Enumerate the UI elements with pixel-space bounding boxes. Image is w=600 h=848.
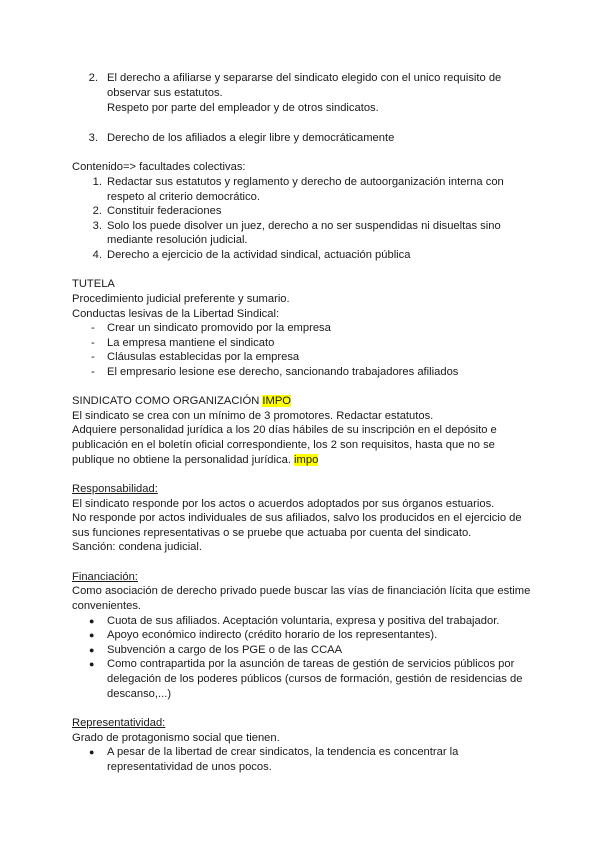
responsabilidad-heading: Responsabilidad: (72, 483, 158, 495)
representatividad-heading: Representatividad: (72, 717, 166, 729)
list-item-line: observar sus estatutos. (107, 87, 223, 99)
list-number: 3. (88, 132, 98, 144)
dash-marker: - (91, 322, 95, 334)
bullet-item: Apoyo económico indirecto (crédito horario de los representantes). (107, 629, 438, 641)
dash-item: La empresa mantiene el sindicato (107, 337, 275, 349)
highlight-impo: impo (294, 454, 319, 466)
list-item-line: El derecho a afiliarse y separarse del sindicato elegido con el unico requisito de (107, 72, 502, 84)
bullet-item: descanso,...) (107, 688, 172, 700)
list-item-line: respeto al criterio democrático. (107, 191, 260, 203)
paragraph-line: El sindicato se crea con un mínimo de 3 promotores. Redactar estatutos. (72, 410, 434, 422)
list-item-line: mediante resolución judicial. (107, 234, 248, 246)
bullet-marker: ● (89, 645, 95, 655)
paragraph-line: publicación en el boletín oficial correspondiente, los 2 son requisitos, hasta que no se (72, 439, 495, 451)
paragraph-line: Como asociación de derecho privado puede buscar las vías de financiación lícita que estime (72, 585, 531, 597)
bullet-item: delegación de los poderes públicos (cursos de formación, gestión de residencias de (107, 673, 523, 685)
dash-marker: - (91, 337, 95, 349)
highlight-impo: IMPO (262, 395, 291, 407)
list-number: 1. (92, 176, 102, 188)
paragraph-line (72, 453, 318, 467)
bullet-item: A pesar de la libertad de crear sindicatos, la tendencia es concentrar la (107, 746, 459, 758)
financiacion-heading: Financiación: (72, 571, 138, 583)
bullet-item: representatividad de unos pocos. (107, 761, 272, 773)
line-text: publique no obtiene la personalidad jurídica. (72, 454, 295, 466)
list-item-line: Respeto por parte del empleador y de otros sindicatos. (107, 102, 379, 114)
dash-item: Cláusulas establecidas por la empresa (107, 351, 300, 363)
tutela-heading: TUTELA (72, 278, 115, 290)
paragraph-line: Grado de protagonismo social que tienen. (72, 732, 280, 744)
bullet-marker: ● (89, 659, 95, 669)
bullet-item: Como contrapartida por la asunción de tareas de gestión de servicios públicos por (107, 658, 515, 670)
list-number: 2. (88, 72, 98, 84)
dash-marker: - (91, 351, 95, 363)
bullet-item: Subvención a cargo de los PGE o de las CCAA (107, 644, 343, 656)
bullet-item: Cuota de sus afiliados. Aceptación voluntaria, expresa y positiva del trabajador. (107, 615, 500, 627)
list-item-line: Constituir federaciones (107, 205, 222, 217)
paragraph-line: Procedimiento judicial preferente y sumario. (72, 293, 290, 305)
paragraph-line: convenientes. (72, 600, 142, 612)
dash-item: El empresario lesione ese derecho, sancionando trabajadores afiliados (107, 366, 459, 378)
paragraph-line: No responde por actos individuales de sus afiliados, salvo los producidos en el ejercicio de (72, 512, 522, 524)
list-number: 4. (92, 249, 102, 261)
bullet-marker: ● (89, 616, 95, 626)
list-item-line: Solo los puede disolver un juez, derecho a no ser suspendidas ni disueltas sino (107, 220, 501, 232)
dash-item: Crear un sindicato promovido por la empresa (107, 322, 331, 334)
bullet-marker: ● (89, 747, 95, 757)
list-item-line: Derecho a ejercicio de la actividad sindical, actuación pública (107, 249, 411, 261)
list-number: 3. (92, 220, 102, 232)
list-item-line: Redactar sus estatutos y reglamento y derecho de autoorganización interna con (107, 176, 504, 188)
paragraph-line: Conductas lesivas de la Libertad Sindical: (72, 308, 280, 320)
bullet-marker: ● (89, 630, 95, 640)
list-item-line: Derecho de los afiliados a elegir libre y democráticamente (107, 132, 395, 144)
paragraph-line: sus funciones representativas o se pruebe que actuaba por cuenta del sindicato. (72, 527, 472, 539)
contenido-heading: Contenido=> facultades colectivas: (72, 161, 246, 173)
list-number: 2. (92, 205, 102, 217)
sindicato-heading (72, 394, 291, 408)
paragraph-line: Adquiere personalidad jurídica a los 20 días hábiles de su inscripción en el depósito e (72, 424, 497, 436)
paragraph-line: Sanción: condena judicial. (72, 541, 202, 553)
heading-text: SINDICATO COMO ORGANIZACIÓN (72, 395, 263, 407)
dash-marker: - (91, 366, 95, 378)
paragraph-line: El sindicato responde por los actos o acuerdos adoptados por sus órganos estuarios. (72, 498, 495, 510)
